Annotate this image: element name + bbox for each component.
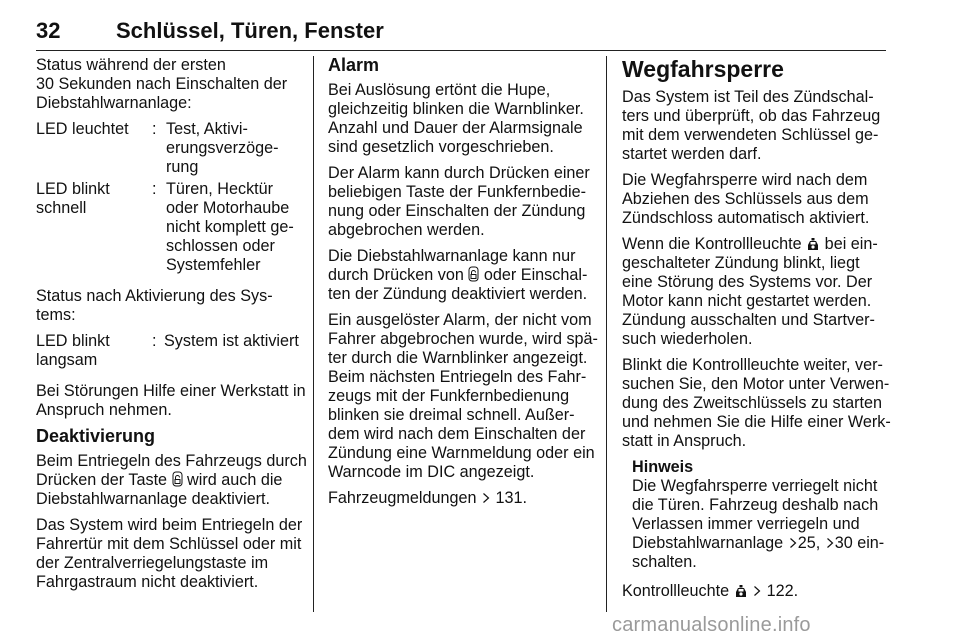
led-label: LED leuchtet xyxy=(36,120,129,138)
led-meaning: System ist aktiviert xyxy=(164,332,299,350)
led-status-table-2 xyxy=(36,332,298,370)
led-status-table-1 xyxy=(36,120,298,275)
unlock-button-icon xyxy=(172,471,183,487)
led-label: LED blinkt xyxy=(36,332,110,350)
page-number: 32 xyxy=(36,18,61,43)
fault-paragraph: Bei Störungen Hilfe einer Werkstatt in Anspruch nehmen. xyxy=(36,382,306,419)
page-reference-arrow-icon xyxy=(753,585,761,597)
watermark: carmanualsonline.info xyxy=(612,614,811,636)
alarm-paragraph-3: Die Diebstahlwarnanlage kann nur durch Drücken von oder Einschal- ten der Zündung deaktiviert werden. xyxy=(328,247,588,303)
chapter-title: Schlüssel, Türen, Fenster xyxy=(116,18,384,43)
immobilizer-warning-light-icon xyxy=(806,237,820,251)
column-1 xyxy=(36,56,307,599)
cross-reference[interactable]: 25, xyxy=(797,534,821,552)
unlock-button-icon xyxy=(468,266,479,282)
column-3 xyxy=(622,56,891,608)
led-label: LED blinkt xyxy=(36,180,110,198)
table-row: LED blinkt schnell : Türen, Hecktür oder Motorhaube nicht komplett ge- schlossen oder Systemfehler xyxy=(36,180,298,275)
column-divider-2 xyxy=(606,56,607,612)
deactivation-paragraph-1: Beim Entriegeln des Fahrzeugs durch Drücken der Taste wird auch die Diebstahlwarnanlage deaktiviert. xyxy=(36,452,307,508)
immobilizer-warning-light-icon xyxy=(734,584,748,598)
table-row: LED blinkt langsam : System ist aktiviert xyxy=(36,332,299,369)
section-heading-alarm: Alarm xyxy=(328,55,380,75)
immobilizer-paragraph-3: Wenn die Kontrollleuchte bei ein- geschalteter Zündung blinkt, liegt eine Störung des Systems vor. Der Motor kann nicht gestartet werden. Zündung ausschalten und Startver- such wiederholen. xyxy=(622,235,878,348)
page-reference-arrow-icon xyxy=(789,537,797,549)
immobilizer-paragraph-4: Blinkt die Kontrollleuchte weiter, ver- suchen Sie, den Motor unter Verwen- dung des Zweitschlüssels zu starten und nehmen Sie die Hilfe einer Werk- statt in Anspruch. xyxy=(622,356,891,450)
alarm-paragraph-2: Der Alarm kann durch Drücken einer beliebigen Taste der Funkfernbedie- nung oder Einschalten der Zündung abgebrochen werden. xyxy=(328,164,590,239)
immobilizer-paragraph-1: Das System ist Teil des Zündschal- ters und überprüft, ob das Fahrzeug mit dem verwendeten Schlüssel ge- startet werden darf. xyxy=(622,88,881,163)
table-row: LED leuchtet : Test, Aktivi- erungsverzöge- rung xyxy=(36,120,298,177)
section-heading-deaktivierung: Deaktivierung xyxy=(36,426,156,446)
status-after-activation: Status nach Aktivierung des Sys- tems: xyxy=(36,287,273,324)
led-meaning: Türen, Hecktür xyxy=(166,180,274,198)
note-box: Hinweis Die Wegfahrsperre verriegelt nicht die Türen. Fahrzeug deshalb nach Verlassen immer verriegeln und Diebstahlwarnanlage 25, 30 ein- schalten. xyxy=(632,458,885,571)
alarm-paragraph-4: Ein ausgelöster Alarm, der nicht vom Fahrer abgebrochen wurde, wird spä- ter durch die Warnblinker angezeigt. Beim nächsten Entriegeln des Fahr- zeugs mit der Funkfernbedienung blinken sie dreimal schnell. Außer- dem wird nach dem Einschalten der Zündung eine Warnmeldung oder ein Warncode im DIC angezeigt. xyxy=(328,311,598,481)
note-title: Hinweis xyxy=(632,458,694,476)
cross-reference[interactable]: Fahrzeugmeldungen 131. xyxy=(328,489,528,507)
page-header xyxy=(36,10,886,50)
column-2 xyxy=(328,55,598,515)
header-divider xyxy=(36,50,886,51)
cross-reference[interactable]: 30 ein- xyxy=(834,534,885,552)
page-reference-arrow-icon xyxy=(826,537,834,549)
warning-light-reference[interactable]: Kontrollleuchte 122. xyxy=(622,582,799,600)
column-divider-1 xyxy=(313,56,314,612)
section-heading-wegfahrsperre: Wegfahrsperre xyxy=(622,56,784,82)
alarm-paragraph-1: Bei Auslösung ertönt die Hupe, gleichzeitig blinken die Warnblinker. Anzahl und Dauer der Alarmsignale sind gesetzlich vorgeschrieben. xyxy=(328,81,584,156)
status-intro: Status während der ersten 30 Sekunden nach Einschalten der Diebstahlwarnanlage: xyxy=(36,56,288,112)
page-reference-arrow-icon xyxy=(482,492,490,504)
deactivation-paragraph-2: Das System wird beim Entriegeln der Fahrertür mit dem Schlüssel oder mit der Zentralverriegelungstaste im Fahrgastraum nicht deaktiviert. xyxy=(36,516,303,591)
led-meaning: Test, Aktivi- xyxy=(166,120,248,138)
immobilizer-paragraph-2: Die Wegfahrsperre wird nach dem Abziehen des Schlüssels aus dem Zündschloss automatisch aktiviert. xyxy=(622,171,870,227)
